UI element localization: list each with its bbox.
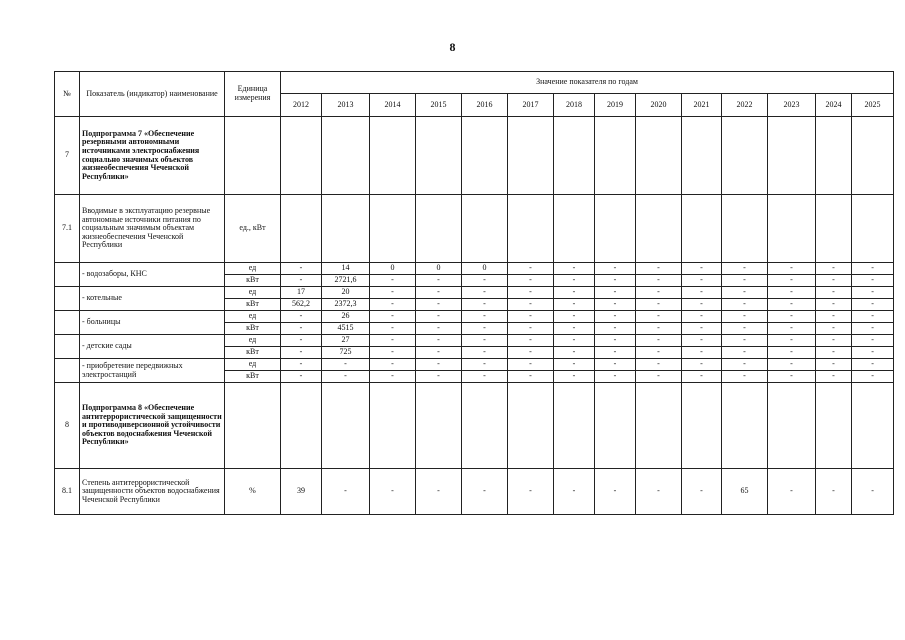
table-row [55,359,894,371]
sub-row-unit: ед [225,335,281,347]
value-cell: - [370,347,416,359]
value-cell: - [554,347,595,359]
year-header: 2017 [508,94,554,117]
value-cell: 14 [322,263,370,275]
value-cell: - [722,311,768,323]
value-cell: - [281,347,322,359]
value-cell: - [416,335,462,347]
row-8-1-name: Степень антитеррористической защищенности объектов водоснабжения Чеченской Республики [80,469,225,515]
value-cell: - [682,263,722,275]
value-cell: 0 [416,263,462,275]
value-cell: 26 [322,311,370,323]
value-cell: - [462,469,508,515]
value-cell: - [595,359,636,371]
year-header: 2012 [281,94,322,117]
sub-row-unit: кВт [225,299,281,311]
value-cell: - [595,335,636,347]
value-cell: - [370,311,416,323]
value-cell: - [722,347,768,359]
value-cell: - [816,263,852,275]
value-cell: - [682,311,722,323]
value-cell: - [816,323,852,335]
value-cell: - [768,359,816,371]
value-cell: - [816,311,852,323]
value-cell: 17 [281,287,322,299]
value-cell: - [636,371,682,383]
year-header: 2015 [416,94,462,117]
sub-row-unit: кВт [225,371,281,383]
value-cell: - [816,287,852,299]
value-cell: - [281,323,322,335]
sub-row-unit: ед [225,263,281,275]
value-cell: - [416,469,462,515]
sub-row-name: - водозаборы, КНС [80,263,225,287]
value-cell: - [636,469,682,515]
sub-row-name: - приобретение передвижных электростанций [80,359,225,383]
value-cell: - [322,359,370,371]
year-header: 2016 [462,94,508,117]
value-cell: 65 [722,469,768,515]
row-7-1-number: 7.1 [55,195,80,263]
year-header: 2014 [370,94,416,117]
value-cell: - [508,335,554,347]
header-values-by-year: Значение показателя по годам [281,72,894,94]
value-cell: - [816,469,852,515]
value-cell: - [682,359,722,371]
value-cell: - [462,275,508,287]
value-cell: - [722,323,768,335]
value-cell: - [852,311,894,323]
row-7-1-unit: ед., кВт [225,195,281,263]
value-cell: - [554,263,595,275]
value-cell: 2721,6 [322,275,370,287]
value-cell: 4515 [322,323,370,335]
value-cell: - [682,275,722,287]
row-7-name: Подпрограмма 7 «Обеспечение резервными автономными источниками электроснабжения социально значимых объектов жизнеобеспечения Чеченской Республики» [80,117,225,195]
value-cell: - [768,275,816,287]
table-row [55,311,894,323]
value-cell: - [768,469,816,515]
page-number: 8 [449,40,456,54]
header-unit: Единица измерения [225,72,281,117]
value-cell: 27 [322,335,370,347]
year-header: 2013 [322,94,370,117]
value-cell: - [595,311,636,323]
value-cell: - [370,371,416,383]
value-cell: - [508,323,554,335]
value-cell: 20 [322,287,370,299]
value-cell: - [595,347,636,359]
indicator-table [54,71,894,515]
value-cell: 2372,3 [322,299,370,311]
value-cell: - [281,335,322,347]
value-cell: - [416,359,462,371]
value-cell: - [768,287,816,299]
year-header: 2025 [852,94,894,117]
row-8-1-number: 8.1 [55,469,80,515]
table-row [55,335,894,347]
value-cell: - [370,323,416,335]
value-cell: - [722,335,768,347]
value-cell: - [852,359,894,371]
value-cell: - [768,335,816,347]
value-cell: - [852,347,894,359]
year-header: 2023 [768,94,816,117]
value-cell: - [508,275,554,287]
value-cell: - [722,287,768,299]
value-cell: - [370,359,416,371]
value-cell: - [508,347,554,359]
value-cell: - [636,287,682,299]
row-7-1-name: Вводимые в эксплуатацию резервные автономные источники питания по социальным значимым объектам жизнеобеспечения Чеченской Республики [80,195,225,263]
value-cell: - [768,371,816,383]
sub-row-unit: кВт [225,275,281,287]
year-header: 2018 [554,94,595,117]
value-cell: - [281,263,322,275]
sub-row-name: - детские сады [80,335,225,359]
year-header: 2024 [816,94,852,117]
value-cell: - [816,335,852,347]
value-cell: - [636,359,682,371]
row-8-name: Подпрограмма 8 «Обеспечение антитеррористической защищенности и противодиверсионной устойчивости объектов водоснабжения Чеченской Республики» [80,383,225,469]
value-cell: - [816,275,852,287]
value-cell: - [554,469,595,515]
value-cell: - [508,263,554,275]
value-cell: - [281,311,322,323]
value-cell: - [416,323,462,335]
value-cell: - [595,263,636,275]
value-cell: - [462,311,508,323]
value-cell: - [722,263,768,275]
row-7-number: 7 [55,117,80,195]
value-cell: - [722,359,768,371]
value-cell: - [462,335,508,347]
value-cell: - [852,287,894,299]
value-cell: - [852,275,894,287]
value-cell: - [682,299,722,311]
sub-row-unit: кВт [225,347,281,359]
value-cell: - [322,469,370,515]
value-cell: 562,2 [281,299,322,311]
value-cell: - [768,347,816,359]
value-cell: - [554,335,595,347]
value-cell: - [682,335,722,347]
sub-row-unit: ед [225,311,281,323]
value-cell: - [852,299,894,311]
sub-row-unit: кВт [225,323,281,335]
sub-row-unit: ед [225,359,281,371]
value-cell: - [416,299,462,311]
value-cell: - [281,371,322,383]
value-cell: - [554,275,595,287]
value-cell: - [636,275,682,287]
value-cell: - [554,287,595,299]
value-cell: - [852,371,894,383]
value-cell: - [462,359,508,371]
value-cell: - [416,275,462,287]
value-cell: - [852,469,894,515]
value-cell: - [462,371,508,383]
value-cell: - [508,287,554,299]
value-cell: - [554,359,595,371]
value-cell: - [370,299,416,311]
value-cell: - [416,311,462,323]
value-cell: - [595,287,636,299]
value-cell: - [768,263,816,275]
value-cell: - [554,311,595,323]
value-cell: - [462,287,508,299]
value-cell: - [636,311,682,323]
value-cell: 0 [462,263,508,275]
value-cell: - [816,359,852,371]
value-cell: - [636,263,682,275]
header-indicator: Показатель (индикатор) наименование [80,72,225,117]
value-cell: - [595,371,636,383]
year-header: 2019 [595,94,636,117]
value-cell: - [852,323,894,335]
value-cell: - [554,371,595,383]
value-cell: - [462,323,508,335]
value-cell: - [508,299,554,311]
value-cell: - [682,323,722,335]
value-cell: - [816,299,852,311]
value-cell: - [636,299,682,311]
value-cell: - [852,335,894,347]
value-cell: - [322,371,370,383]
table-row [55,287,894,299]
sub-row-name: - больницы [80,311,225,335]
value-cell: - [416,371,462,383]
value-cell: 725 [322,347,370,359]
value-cell: - [595,469,636,515]
value-cell: - [768,299,816,311]
header-no: № [55,72,80,117]
value-cell: - [370,287,416,299]
value-cell: - [816,347,852,359]
value-cell: - [636,335,682,347]
value-cell: - [636,347,682,359]
value-cell: - [508,469,554,515]
value-cell: - [816,371,852,383]
value-cell: - [508,359,554,371]
value-cell: - [722,371,768,383]
row-8-number: 8 [55,383,80,469]
value-cell: - [281,275,322,287]
value-cell: - [852,263,894,275]
value-cell: - [682,347,722,359]
value-cell: - [370,335,416,347]
value-cell: - [462,299,508,311]
value-cell: - [508,371,554,383]
value-cell: - [416,287,462,299]
value-cell: - [636,323,682,335]
value-cell: - [768,311,816,323]
value-cell: - [722,275,768,287]
value-cell: - [281,359,322,371]
value-cell: - [595,323,636,335]
value-cell: - [682,469,722,515]
value-cell: - [508,311,554,323]
sub-row-name: - котельные [80,287,225,311]
value-cell: - [682,371,722,383]
value-cell: - [462,347,508,359]
value-cell: - [370,275,416,287]
value-cell: - [595,275,636,287]
value-cell: 0 [370,263,416,275]
year-header: 2022 [722,94,768,117]
value-cell: 39 [281,469,322,515]
year-header: 2020 [636,94,682,117]
sub-row-unit: ед [225,287,281,299]
value-cell: - [768,323,816,335]
value-cell: - [682,287,722,299]
table-row [55,263,894,275]
value-cell: - [554,299,595,311]
row-8-1-unit: % [225,469,281,515]
year-header: 2021 [682,94,722,117]
value-cell: - [722,299,768,311]
value-cell: - [595,299,636,311]
value-cell: - [370,469,416,515]
value-cell: - [416,347,462,359]
value-cell: - [554,323,595,335]
